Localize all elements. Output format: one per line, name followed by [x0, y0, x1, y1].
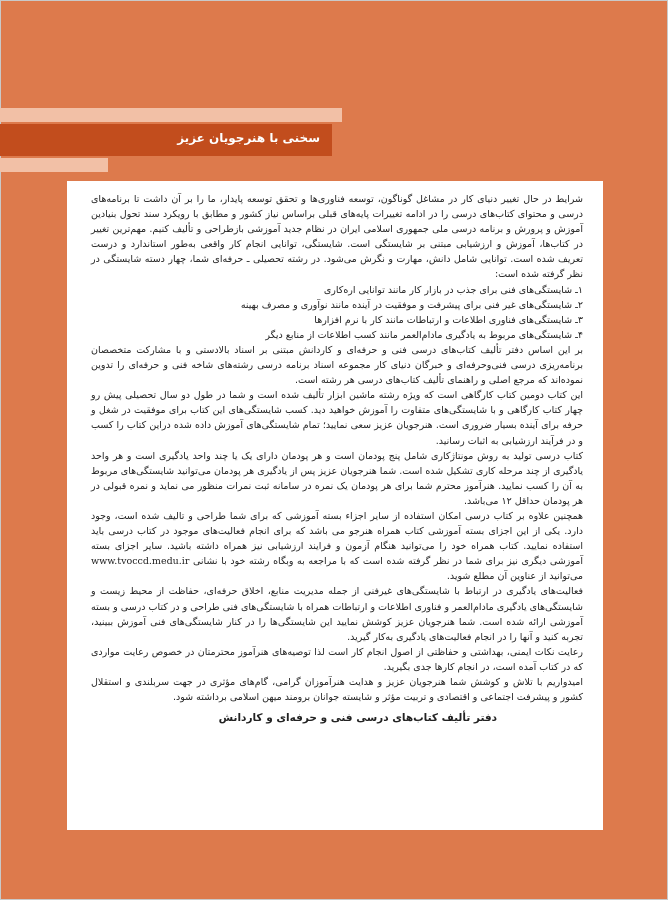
signature: دفتر تألیف کتاب‌های درسی فنی و حرفه‌ای و کاردانش [218, 712, 497, 725]
content-box [67, 181, 603, 830]
activities-paragraph: فعالیت‌های یادگیری در ارتباط با شایستگی‌های غیرفنی از جمله مدیریت منابع، اخلاق حرفه‌ای، حفاظت از محیط زیست و شایستگی‌های یادگیری مادام‌العمر و فناوری اطلاعات و ارتباطات همراه با شایستگی‌های فنی طراحی و در کتاب درسی و بسته آموزشی ارائه شده است. شما هنرجویان عزیز کوشش نمایید این شایستگی‌ها را در کنار شایستگی‌های فنی آموزش ببینید، تجربه کنید و آنها را در انجام فعالیت‌های یادگیری به‌کار گیرید. [91, 586, 583, 643]
competency-item-3: ۳ـ شایستگی‌های فناوری اطلاعات و ارتباطات مانند کار با نرم افزارها [314, 314, 583, 326]
decorative-stripe-bottom [0, 158, 108, 172]
book-description-paragraph: این کتاب دومین کتاب کارگاهی است که ویژه رشته ماشین ابزار تألیف شده است و شما در طول دو سال تحصیلی پیش رو چهار کتاب کارگاهی و با شایستگی‌های متفاوت را آموزش خواهید دید. کسب شایستگی‌های این کتاب برای موفقیت در شغل و حرفه برای آینده بسیار ضروری است. هنرجویان عزیز سعی نمایید؛ تمام شایستگی‌های آموزش داده شده دراین کتاب را کسب و در فرآیند ارزشیابی به اثبات رسانید. [91, 390, 583, 447]
intro-paragraph: شرایط در حال تغییر دنیای کار در مشاغل گوناگون، توسعه فناوری‌ها و تحقق توسعه پایدار، ما را بر آن داشت تا برنامه‌های درسی و محتوای کتاب‌های درسی را در ادامه تغییرات پایه‌های قبلی براساس نیاز کشور و مطابق با رویکرد سند تحول بنیادین آموزش و پرورش و برنامه درسی ملی جمهوری اسلامی ایران در نظام جدید آموزشی بازطراحی و تألیف کنیم. مهم‌ترین تغییر در کتاب‌ها، آموزش و ارزشیابی مبتنی بر شایستگی است. شایستگی، توانایی انجام کار واقعی به‌طور استاندارد و درست تعریف شده است. توانایی شامل دانش، مهارت و نگرش می‌شود. در رشته تحصیلی ـ حرفه‌ای شما، چهار دسته شایستگی در نظر گرفته شده است: [91, 194, 583, 281]
package-text: همچنین علاوه بر کتاب درسی امکان استفاده از سایر اجزاء بسته آموزشی که برای شما طراحی و تالیف شده است، وجود دارد. یکی از این اجزای بسته آموزشی کتاب همراه هنرجو می باشد که برای انجام فعالیت‌های موجود در کتاب درسی باید استفاده نمایید. کتاب همراه خود را می‌توانید هنگام آزمون و فرایند ارزشیابی نیز همراه داشته باشید. سایر اجزای بسته آموزشی دیگری نیز برای شما در نظر گرفته شده است که با مراجعه به وبگاه رشته خود با نشانی [91, 510, 583, 568]
competency-item-4: ۴ـ شایستگی‌های مربوط به یادگیری مادام‌العمر مانند کسب اطلاعات از منابع دیگر [265, 329, 583, 341]
website-link[interactable]: www.tvoccd.medu.ir [91, 556, 190, 568]
closing-paragraph: امیدواریم با تلاش و کوشش شما هنرجویان عزیز و هدایت هنرآموزان گرامی، گام‌های مؤثری در جهت سربلندی و استقلال کشور و پیشرفت اجتماعی و اقتصادی و تربیت مؤثر و شایسته جوانان برومند میهن اسلامی برداشته شود. [91, 677, 583, 704]
heading-bar [0, 124, 332, 156]
package-text-end: می‌توانید از عناوین آن مطلع شوید. [446, 571, 583, 583]
module-paragraph: کتاب درسی تولید به روش مونتاژکاری شامل پنج پودمان است و هر پودمان دارای یک یا چند واحد یادگیری است و هر واحد یادگیری از چند مرحله کاری تشکیل شده است. شما هنرجویان عزیز پس از یادگیری هر پودمان می‌توانید شایستگی‌های مربوط به آن را کسب نمایید. هنرآموز محترم شما برای هر پودمان یک نمره در سامانه ثبت نمرات منظور می نماید و نمره قبولی در هر پودمان حداقل ۱۲ می‌باشد. [91, 450, 583, 507]
competency-item-1: ۱ـ شایستگی‌های فنی برای جذب در بازار کار مانند توانایی اره‌کاری [323, 284, 583, 296]
package-paragraph [91, 509, 583, 584]
curriculum-paragraph: بر این اساس دفتر تألیف کتاب‌های درسی فنی و حرفه‌ای و کاردانش مبتنی بر اسناد بالادستی و با مشارکت متخصصان برنامه‌ریزی درسی فنی‌وحرفه‌ای و خبرگان دنیای کار مجموعه اسناد برنامه درسی رشته‌های شاخه فنی و حرفه‌ای را تدوین نموده‌اند که مرجع اصلی و راهنمای تألیف کتاب‌های درسی هر رشته است. [91, 344, 583, 387]
safety-paragraph: رعایت نکات ایمنی، بهداشتی و حفاظتی از اصول انجام کار است لذا توصیه‌های هنرآموز محترمتان در خصوص رعایت مواردی که در کتاب آمده است، در انجام کارها جدی بگیرید. [91, 646, 583, 673]
decorative-stripe-top [0, 108, 342, 122]
page-title: سخنی با هنرجویان عزیز [177, 131, 320, 145]
competency-item-2: ۲ـ شایستگی‌های غیر فنی برای پیشرفت و موفقیت در آینده مانند نوآوری و مصرف بهینه [240, 299, 583, 311]
